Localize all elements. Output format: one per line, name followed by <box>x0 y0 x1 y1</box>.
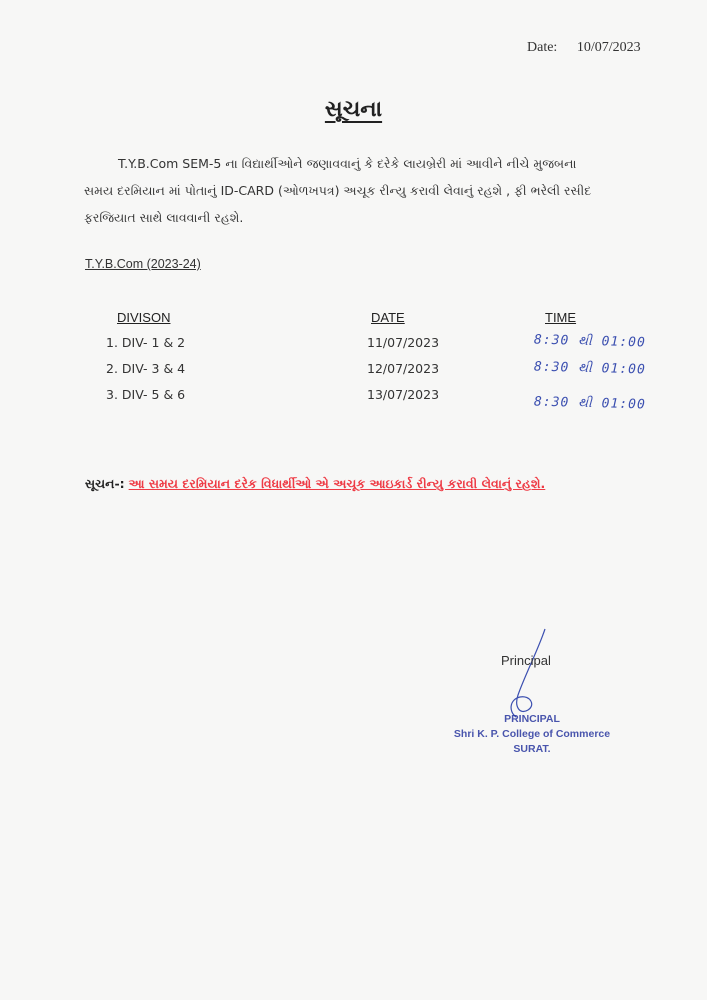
paragraph-line-3: ફરજિયાત સાથે લાવવાની રહશે. <box>84 210 244 225</box>
academic-year-label: T.Y.B.Com (2023-24) <box>85 257 201 271</box>
principal-stamp <box>437 712 627 757</box>
row-1-division: 1. DIV- 1 & 2 <box>106 335 186 350</box>
header-time: TIME <box>545 310 577 325</box>
row-1-date: 11/07/2023 <box>367 335 440 350</box>
paragraph-line-1: T.Y.B.Com SEM-5 ના વિદ્યાર્થીઓને જણાવવાનું કે દરેકે લાયબ્રેરી માં આવીને નીચે મુજબના <box>118 156 577 171</box>
paragraph-line-2: સમય દરમિયાન માં પોતાનું ID-CARD (ઓળખપત્ર) અચૂક રીન્યુ કરાવી લેવાનું રહશે , ફી ભરેલી રસીદ <box>84 183 592 198</box>
header-date: DATE <box>371 310 405 325</box>
signature-scribble <box>500 625 560 720</box>
stamp-line-3: SURAT. <box>513 743 551 755</box>
row-2-time: 8:30 થી 01:00 <box>533 359 646 378</box>
notice-label: સૂચન-: <box>85 476 125 491</box>
row-2-date: 12/07/2023 <box>367 361 440 376</box>
row-1-time: 8:30 થી 01:00 <box>533 332 646 351</box>
row-2-division: 2. DIV- 3 & 4 <box>106 361 186 376</box>
page-title: સૂચના <box>324 97 383 122</box>
notice-note <box>85 476 545 492</box>
stamp-line-1: PRINCIPAL <box>504 713 560 725</box>
row-3-time: 8:30 થી 01:00 <box>533 394 646 413</box>
date-value: 10/07/2023 <box>576 40 641 55</box>
stamp-line-2: Shri K. P. College of Commerce <box>453 728 611 740</box>
notice-message: આ સમય દરમિયાન દરેક વિધાર્થીઓ એ અચૂક આઇકાર્ડ રીન્યુ કરાવી લેવાનું રહશે. <box>128 476 546 491</box>
document-date <box>527 40 641 56</box>
row-3-date: 13/07/2023 <box>367 387 440 402</box>
principal-label: Principal <box>501 653 551 668</box>
row-3-division: 3. DIV- 5 & 6 <box>106 387 186 402</box>
header-division: DIVISON <box>117 310 171 325</box>
date-label: Date: <box>527 40 558 55</box>
notice-paragraph <box>84 150 664 231</box>
